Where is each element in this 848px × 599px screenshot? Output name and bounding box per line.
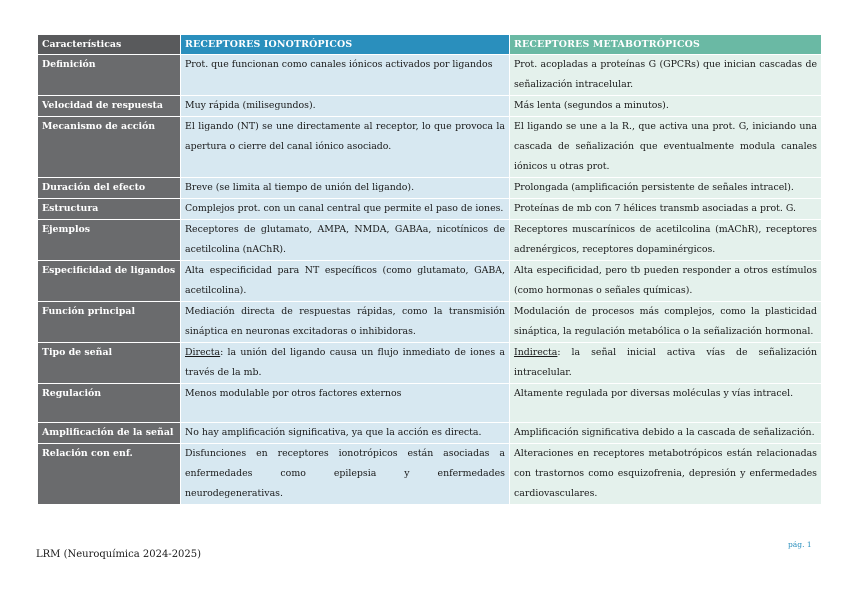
ionotropic-cell: Alta especificidad para NT específicos (como glutamato, GABA, acetilcolina).	[181, 261, 510, 302]
page-number: pág. 1	[788, 540, 812, 549]
table-header-row	[38, 35, 822, 55]
header-metabotropic: RECEPTORES METABOTRÓPICOS	[510, 35, 822, 55]
ionotropic-cell: Menos modulable por otros factores externos	[181, 384, 510, 423]
metabotropic-cell: El ligando se une a la R., que activa una prot. G, iniciando una cascada de señalización que eventualmente modula canales iónicos u otras prot.	[510, 117, 822, 178]
metabotropic-cell: Prot. acopladas a proteínas G (GPCRs) que inician cascadas de señalización intracelular.	[510, 55, 822, 96]
table-row	[38, 302, 822, 343]
ionotropic-cell: No hay amplificación significativa, ya que la acción es directa.	[181, 423, 510, 444]
metabotropic-cell: Altamente regulada por diversas moléculas y vías intracel.	[510, 384, 822, 423]
table-row	[38, 178, 822, 199]
ionotropic-cell: El ligando (NT) se une directamente al receptor, lo que provoca la apertura o cierre del canal iónico asociado.	[181, 117, 510, 178]
metabotropic-cell: Alteraciones en receptores metabotrópicos están relacionadas con trastornos como esquizofrenia, depresión y enfermedades cardiovasculares.	[510, 444, 822, 505]
row-label: Estructura	[38, 199, 181, 220]
table-row	[38, 117, 822, 178]
ionotropic-cell: Complejos prot. con un canal central que permite el paso de iones.	[181, 199, 510, 220]
metabotropic-cell: Amplificación significativa debido a la cascada de señalización.	[510, 423, 822, 444]
row-label: Regulación	[38, 384, 181, 423]
metabotropic-cell: Modulación de procesos más complejos, como la plasticidad sináptica, la regulación metabólica o la señalización hormonal.	[510, 302, 822, 343]
row-label: Velocidad de respuesta	[38, 96, 181, 117]
comparison-table	[37, 34, 822, 505]
row-label: Tipo de señal	[38, 343, 181, 384]
row-label: Especificidad de ligandos	[38, 261, 181, 302]
metabotropic-cell: Proteínas de mb con 7 hélices transmb asociadas a prot. G.	[510, 199, 822, 220]
row-label: Mecanismo de acción	[38, 117, 181, 178]
metabotropic-cell	[510, 343, 822, 384]
table-row	[38, 96, 822, 117]
row-label: Duración del efecto	[38, 178, 181, 199]
table-row	[38, 261, 822, 302]
table-row	[38, 444, 822, 505]
row-label: Función principal	[38, 302, 181, 343]
table-row	[38, 220, 822, 261]
table-row	[38, 384, 822, 423]
metabotropic-cell: Prolongada (amplificación persistente de señales intracel).	[510, 178, 822, 199]
metabotropic-cell: Receptores muscarínicos de acetilcolina (mAChR), receptores adrenérgicos, receptores dopaminérgicos.	[510, 220, 822, 261]
table-row	[38, 199, 822, 220]
ionotropic-cell: Breve (se limita al tiempo de unión del ligando).	[181, 178, 510, 199]
row-label: Ejemplos	[38, 220, 181, 261]
ionotropic-cell: Prot. que funcionan como canales iónicos activados por ligandos	[181, 55, 510, 96]
row-label: Definición	[38, 55, 181, 96]
row-label: Amplificación de la señal	[38, 423, 181, 444]
metabotropic-signal-type: Indirecta	[514, 347, 558, 358]
footer-course-label: LRM (Neuroquímica 2024-2025)	[36, 549, 202, 560]
metabotropic-signal-desc: : la señal inicial activa vías de señalización intracelular.	[514, 347, 817, 378]
ionotropic-cell: Mediación directa de respuestas rápidas, como la transmisión sináptica en neuronas excitadoras o inhibidoras.	[181, 302, 510, 343]
table-row	[38, 343, 822, 384]
ionotropic-cell: Muy rápida (milisegundos).	[181, 96, 510, 117]
table-row	[38, 55, 822, 96]
ionotropic-cell: Disfunciones en receptores ionotrópicos están asociadas a enfermedades como epilepsia y enfermedades neurodegenerativas.	[181, 444, 510, 505]
table-row	[38, 423, 822, 444]
row-label: Relación con enf.	[38, 444, 181, 505]
header-ionotropic: RECEPTORES IONOTRÓPICOS	[181, 35, 510, 55]
ionotropic-cell	[181, 343, 510, 384]
ionotropic-cell: Receptores de glutamato, AMPA, NMDA, GABAa, nicotínicos de acetilcolina (nAChR).	[181, 220, 510, 261]
ionotropic-signal-desc: : la unión del ligando causa un flujo inmediato de iones a través de la mb.	[185, 347, 505, 378]
metabotropic-cell: Más lenta (segundos a minutos).	[510, 96, 822, 117]
ionotropic-signal-type: Directa	[185, 347, 221, 358]
header-characteristics: Características	[38, 35, 181, 55]
metabotropic-cell: Alta especificidad, pero tb pueden responder a otros estímulos (como hormonas o señales químicas).	[510, 261, 822, 302]
